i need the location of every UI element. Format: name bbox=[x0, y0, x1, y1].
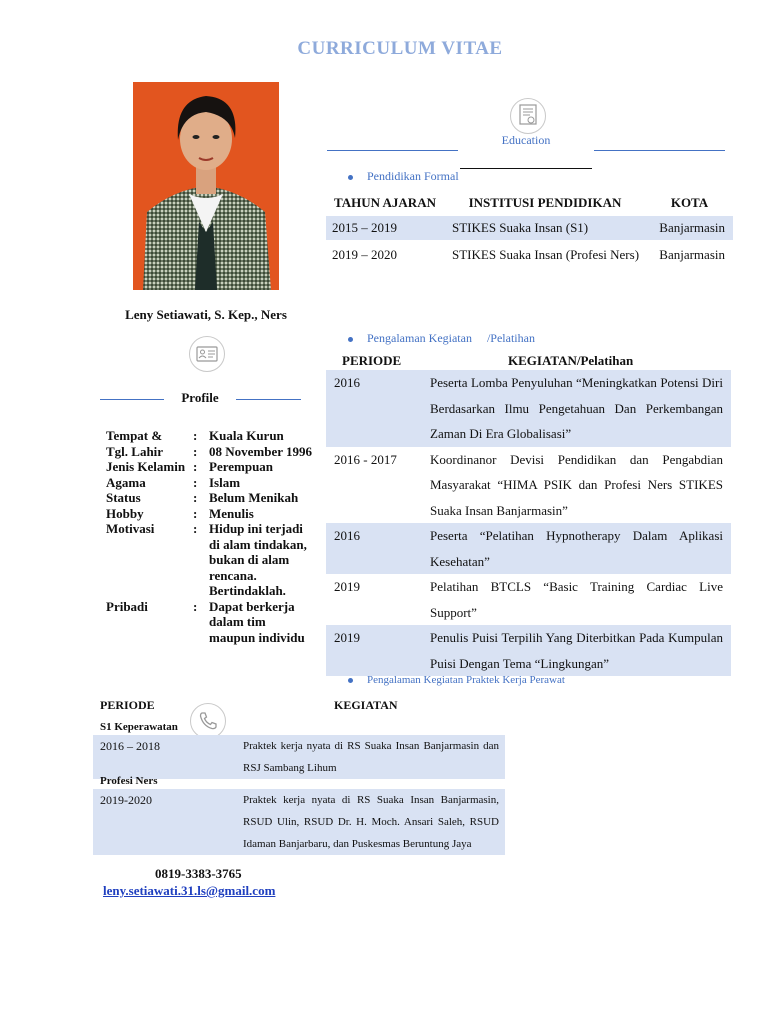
table-row: 2016 Peserta Lomba Penyuluhan “Meningkatkan Potensi Diri Berdasarkan Ilmu Pengetahuan Dan Perkembangan Zaman Di Era Globalisasi” bbox=[326, 370, 731, 447]
profile-table bbox=[106, 428, 315, 645]
group-label: Profesi Ners bbox=[100, 775, 158, 787]
profile-row: Hobby : Menulis bbox=[106, 505, 254, 521]
profile-rule-left bbox=[100, 399, 164, 400]
email-link[interactable]: leny.setiawati.31.ls@gmail.com bbox=[103, 883, 276, 898]
profile-row: Pribadi : Dapat berkerja dalam tim maupun individu bbox=[106, 598, 305, 645]
header-city: KOTA bbox=[670, 195, 709, 210]
profile-heading: Profile bbox=[181, 390, 219, 405]
header-year: TAHUN AJARAN bbox=[334, 195, 436, 210]
table-row: 2019 Pelatihan BTCLS “Basic Training Cardiac Live Support” bbox=[334, 579, 723, 620]
education-rule-right bbox=[594, 150, 725, 151]
education-underline bbox=[460, 168, 592, 169]
profile-row: Agama : Islam bbox=[106, 474, 241, 490]
phone-number: 0819-3383-3765 bbox=[155, 866, 242, 881]
profile-row: Status : Belum Menikah bbox=[106, 490, 299, 505]
profile-row: Tempat & : Kuala Kurun bbox=[106, 428, 284, 443]
formal-education-label: Pendidikan Formal bbox=[348, 169, 459, 184]
activity-header: PERIODE KEGIATAN/Pelatihan bbox=[342, 353, 634, 368]
practice-table bbox=[93, 698, 505, 855]
group-label: S1 Keperawatan bbox=[100, 721, 178, 733]
education-heading: Education bbox=[501, 133, 551, 147]
activity-table bbox=[326, 353, 731, 676]
profile-row: Motivasi : Hidup ini terjadi di alam tindakan, bukan di alam rencana. Bertindaklah. bbox=[106, 521, 307, 598]
table-row: 2019-2020 Praktek kerja nyata di RS Suaka Insan Banjarmasin, RSUD Ulin, RSUD Dr. H. Moch. Ansari Saleh, RSUD Idaman Banjarbaru, dan Puskesmas Beruntung Jaya bbox=[93, 789, 505, 855]
certificate-icon bbox=[510, 98, 546, 134]
table-row: 2016 Peserta “Pelatihan Hypnotherapy Dalam Aplikasi Kesehatan” bbox=[326, 523, 731, 574]
activity-section-label: Pengalaman Kegiatan /Pelatihan bbox=[348, 331, 535, 346]
bullet bbox=[348, 337, 353, 342]
table-row: 2016 – 2018 Praktek kerja nyata di RS Suaka Insan Banjarmasin dan RSJ Sambang Lihum bbox=[93, 735, 505, 779]
profile-row: Tgl. Lahir : 08 November 1996 bbox=[106, 443, 313, 459]
table-row: 2015 – 2019 STIKES Suaka Insan (S1) Banjarmasin bbox=[326, 216, 733, 240]
header-institution: INSTITUSI PENDIDIKAN bbox=[468, 195, 622, 210]
table-row: 2019 – 2020 STIKES Suaka Insan (Profesi Ners) Banjarmasin bbox=[332, 246, 725, 262]
practice-section-label: Pengalaman Kegiatan Praktek Kerja Perawat bbox=[348, 674, 565, 686]
full-name: Leny Setiawati, S. Kep., Ners bbox=[125, 307, 287, 322]
education-table bbox=[326, 190, 733, 269]
profile-photo bbox=[133, 82, 279, 290]
bullet bbox=[348, 175, 353, 180]
page-title: CURRICULUM VITAE bbox=[297, 38, 503, 59]
practice-header: PERIODE KEGIATAN bbox=[100, 698, 398, 712]
table-row: 2016 - 2017 Koordinanor Devisi Pendidikan dan Pengabdian Masyarakat “HIMA PSIK dan Profesi Ners STIKES Suaka Insan Banjarmasin” bbox=[334, 451, 723, 518]
education-rule-left bbox=[327, 150, 458, 151]
table-row: 2019 Penulis Puisi Terpilih Yang Diterbitkan Pada Kumpulan Puisi Dengan Tema “Lingkungan” bbox=[326, 625, 731, 676]
profile-row: Jenis Kelamin : Perempuan bbox=[106, 459, 274, 474]
profile-rule-right bbox=[236, 399, 301, 400]
bullet bbox=[348, 678, 353, 683]
id-card-icon bbox=[189, 336, 225, 372]
